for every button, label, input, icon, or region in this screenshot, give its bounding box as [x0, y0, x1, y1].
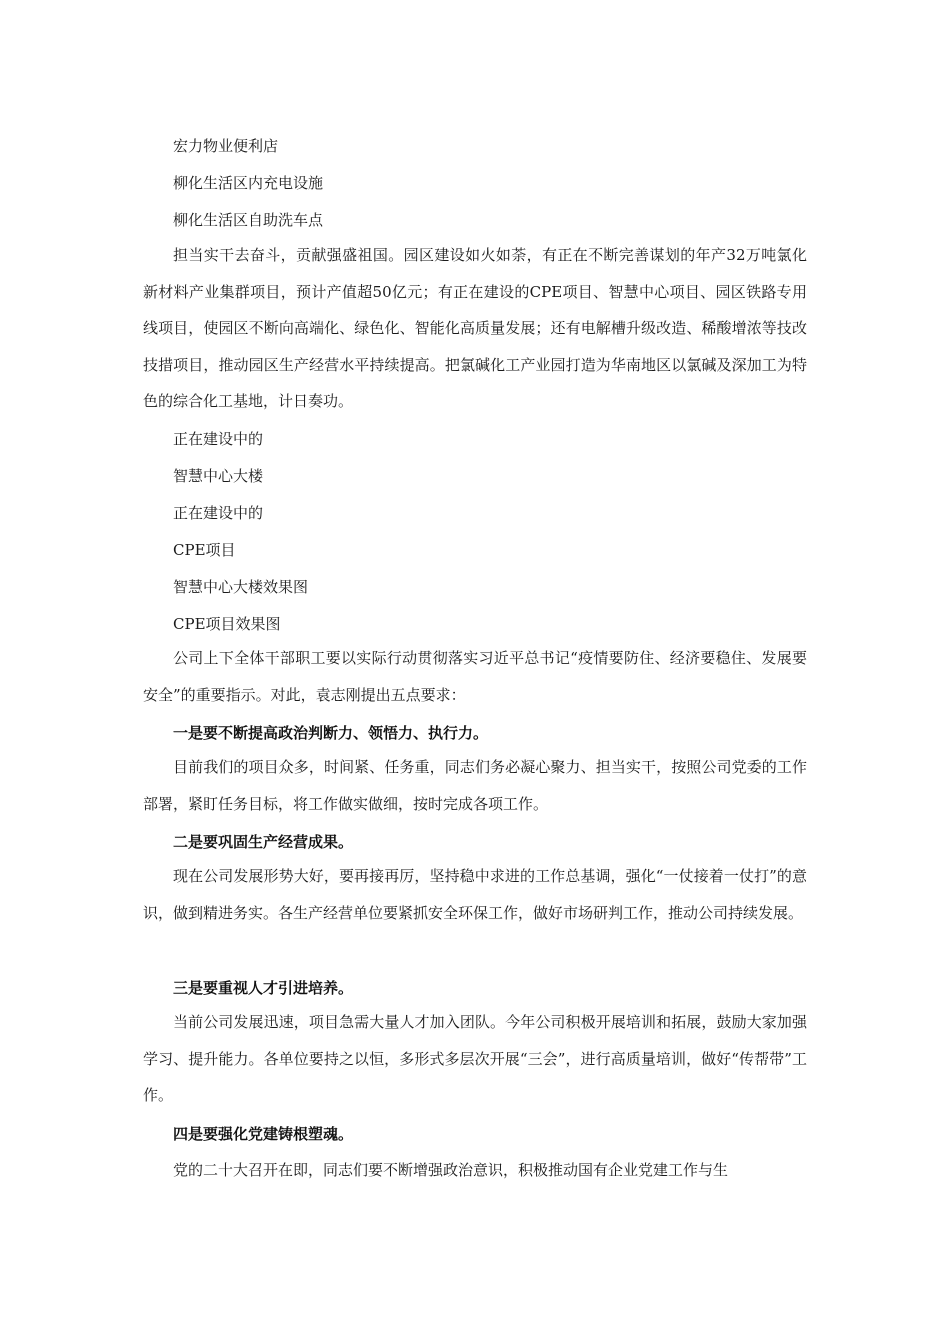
- paragraph-party-building: 党的二十大召开在即，同志们要不断增强政治意识，积极推动国有企业党建工作与生: [173, 1161, 729, 1179]
- text-line: 柳化生活区自助洗车点: [173, 211, 324, 229]
- paragraph-production: 现在公司发展形势大好，要再接再厉，坚持稳中求进的工作总基调，强化“一仗接着一仗打”的意识，做到精进务实。各生产经营单位要紧抓安全环保工作，做好市场研判工作，推动公司持续发展。: [143, 867, 807, 922]
- text-line: 柳化生活区内充电设施: [173, 174, 324, 192]
- paragraph-projects: 目前我们的项目众多，时间紧、任务重，同志们务必凝心聚力、担当实干，按照公司党委的工作部署，紧盯任务目标，将工作做实做细，按时完成各项工作。: [143, 758, 807, 813]
- image-caption: 正在建设中的: [173, 430, 264, 448]
- image-caption: 正在建设中的: [173, 504, 264, 522]
- image-caption: 智慧中心大楼: [173, 467, 264, 485]
- image-caption: CPE项目效果图: [173, 615, 281, 633]
- text-line: 宏力物业便利店: [173, 137, 279, 155]
- section-heading-2: 二是要巩固生产经营成果。: [173, 833, 354, 851]
- paragraph-talent: 当前公司发展迅速，项目急需大量人才加入团队。今年公司积极开展培训和拓展，鼓励大家加强学习、提升能力。各单位要持之以恒，多形式多层次开展“三会”，进行高质量培训，做好“传帮带”工作。: [143, 1013, 807, 1104]
- paragraph-park-construction: 担当实干去奋斗，贡献强盛祖国。园区建设如火如荼，有正在不断完善谋划的年产32万吨氯化新材料产业集群项目，预计产值超50亿元；有正在建设的CPE项目、智慧中心项目、园区铁路专用线项目，使园区不断向高端化、绿色化、智能化高质量发展；还有电解槽升级改造、稀酸增浓等技改技措项目，推动园区生产经营水平持续提高。把氯碱化工产业园打造为华南地区以氯碱及深加工为特色的综合化工基地，计日奏功。: [143, 246, 807, 410]
- section-heading-3: 三是要重视人才引进培养。: [173, 979, 354, 997]
- section-heading-4: 四是要强化党建铸根塑魂。: [173, 1125, 354, 1143]
- image-caption: 智慧中心大楼效果图: [173, 578, 309, 596]
- section-heading-1: 一是要不断提高政治判断力、领悟力、执行力。: [173, 724, 489, 742]
- image-caption: CPE项目: [173, 541, 236, 559]
- paragraph-instructions: 公司上下全体干部职工要以实际行动贯彻落实习近平总书记“疫情要防住、经济要稳住、发展要安全”的重要指示。对此，袁志刚提出五点要求：: [143, 649, 807, 704]
